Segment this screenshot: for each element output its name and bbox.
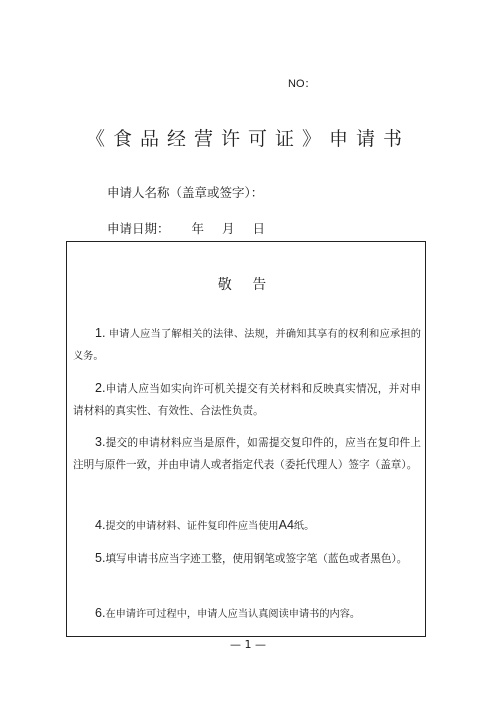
notice-item-number: 1. <box>95 326 106 340</box>
date-month-unit: 月 <box>222 221 235 236</box>
date-day-unit: 日 <box>252 221 266 236</box>
notice-item-number: 2. <box>95 381 106 395</box>
notice-item-5 <box>73 547 421 570</box>
paper-size: A4 <box>278 518 294 532</box>
notice-item-text: 申请人应当如实向许可机关提交有关材料和反映真实情况，并对申请材料的真实性、有效性、合法性负责。 <box>73 383 421 417</box>
notice-item-text: 填写申请书应当字迹工整，使用钢笔或签字笔（蓝色或者黑色）。 <box>105 553 408 565</box>
notice-item-6 <box>73 602 421 626</box>
notice-item-2 <box>73 377 421 422</box>
notice-item-text: 提交的申请材料、证件复印件应当使用 <box>105 521 279 532</box>
page-number: — 1 — <box>230 638 266 651</box>
apply-date-label: 申请日期： <box>107 221 170 236</box>
notice-item-number: 5. <box>95 551 106 565</box>
apply-date-field <box>107 219 265 237</box>
notice-item-1 <box>73 322 421 368</box>
notice-item-3 <box>73 431 421 476</box>
notice-item-text: 申请人应当了解相关的法律、法规，并确知其享有的权利和应承担的义务。 <box>73 329 421 362</box>
applicant-name-label: 申请人名称（盖章或签字）： <box>107 185 264 200</box>
notice-box <box>66 241 426 637</box>
notice-item-4 <box>73 514 421 538</box>
notice-item-number: 6. <box>95 606 106 620</box>
notice-heading: 敬 告 <box>217 277 275 293</box>
notice-item-text: 在申请许可过程中，申请人应当认真阅读申请书的内容。 <box>105 609 361 620</box>
notice-item-text-end: 纸。 <box>293 521 315 532</box>
document-title: 《食品经营许可证》申请书 <box>85 128 410 150</box>
document-number-label: NO： <box>288 78 316 90</box>
notice-item-text: 提交的申请材料应当是原件，如需提交复印件的，应当在复印件上注明与原件一致，并由申请人或者指定代表（委托代理人）签字（盖章）。 <box>73 437 421 471</box>
applicant-name-field <box>107 183 263 201</box>
notice-item-number: 3. <box>95 435 106 449</box>
notice-item-number: 4. <box>95 518 106 532</box>
date-year-unit: 年 <box>191 221 205 236</box>
